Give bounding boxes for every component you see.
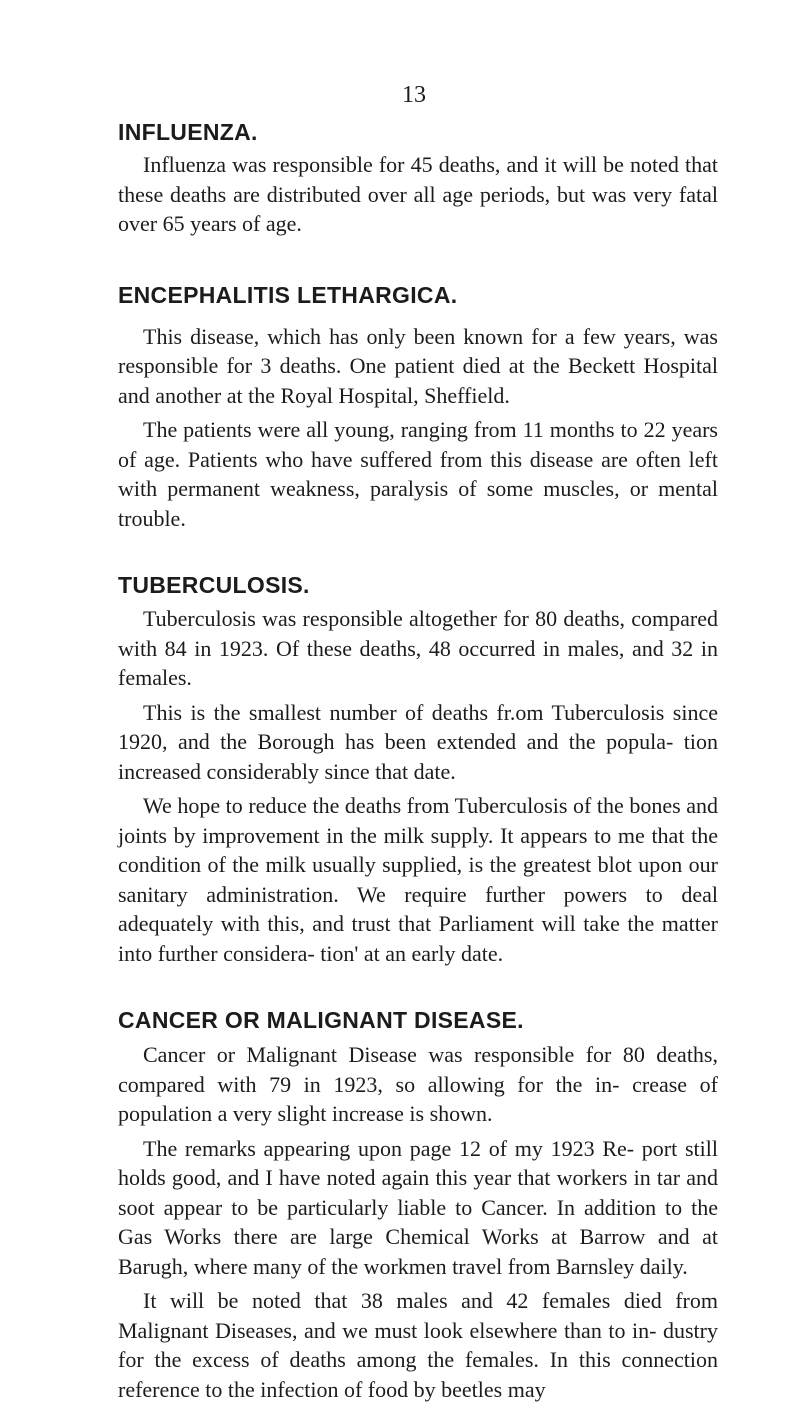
- page-number: 13: [402, 82, 426, 108]
- paragraph: This disease, which has only been known for a few years, was responsible for 3 deaths. One patient died at the Beckett Hospital and another at the Royal Hospital, Sheffield.: [118, 323, 718, 408]
- paragraph: This is the smallest number of deaths fr.om Tuberculosis since 1920, and the Borough has been extended and the popula- tion increased considerably since that date.: [118, 699, 718, 784]
- paragraph: Cancer or Malignant Disease was responsible for 80 deaths, compared with 79 in 1923, so allowing for the in- crease of population a very slight increase is shown.: [118, 1042, 718, 1126]
- section-influenza: [118, 118, 718, 239]
- paragraph: The patients were all young, ranging from 11 months to 22 years of age. Patients who have suffered from this disease are often left with permanent weakness, paralysis of some muscles, or mental trouble.: [118, 417, 718, 531]
- heading-cancer: CANCER OR MALIGNANT DISEASE.: [118, 1007, 524, 1033]
- paragraph: Influenza was responsible for 45 deaths, and it will be noted that these deaths are distributed over all age periods, but was very fatal over 65 years of age.: [118, 152, 718, 236]
- paragraph: Tuberculosis was responsible altogether for 80 deaths, compared with 84 in 1923. Of these deaths, 48 occurred in males, and 32 in females.: [118, 606, 718, 690]
- heading-encephalitis: ENCEPHALITIS LETHARGICA.: [118, 281, 458, 308]
- paragraph: We hope to reduce the deaths from Tuberculosis of the bones and joints by improvement in the milk supply. It appears to me that the condition of the milk usually supplied, is the greatest blot upon our sanitary administration. We require further powers to deal adequately with this, and trust that Parliament will take the matter into further considera- tion' at an early date.: [118, 793, 718, 966]
- section-cancer: [118, 1006, 718, 1404]
- section-tuberculosis: [118, 571, 718, 968]
- heading-influenza: INFLUENZA.: [118, 119, 258, 145]
- paragraph: It will be noted that 38 males and 42 females died from Malignant Diseases, and we must look elsewhere than to in- dustry for the excess of deaths among the females. In this connection reference to the infection of food by beetles may: [118, 1288, 718, 1402]
- section-encephalitis: [118, 281, 718, 534]
- paragraph: The remarks appearing upon page 12 of my 1923 Re- port still holds good, and I have noted again this year that workers in tar and soot appear to be particularly liable to Cancer. In addition to the Gas Works there are large Chemical Works at Barrow and at Barugh, where many of the workmen travel from Barnsley daily.: [118, 1135, 718, 1279]
- heading-tuberculosis: TUBERCULOSIS.: [118, 572, 310, 598]
- document-body: [118, 118, 718, 1404]
